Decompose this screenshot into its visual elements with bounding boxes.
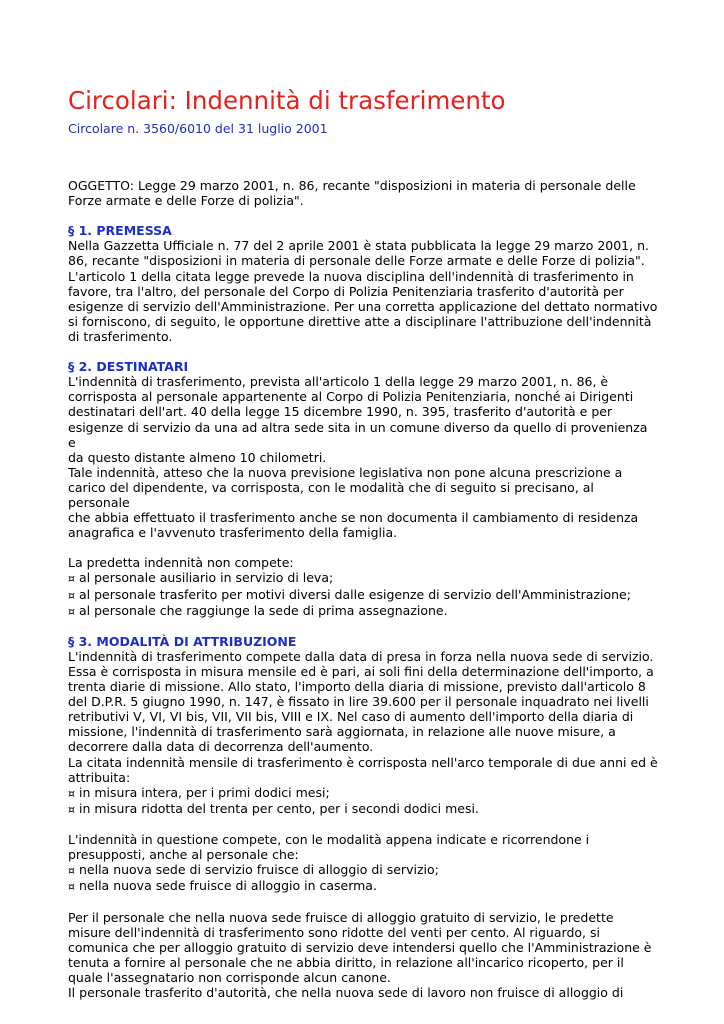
- bullet-icon: ¤: [68, 588, 75, 602]
- bullet-icon: ¤: [68, 572, 75, 586]
- text-line: Forze armate e delle Forze di polizia".: [68, 193, 304, 209]
- page-title: Circolari: Indennità di trasferimento: [68, 86, 506, 115]
- text-line: esigenze di servizio dell'Amministrazione. Per una corretta applicazione del dettato normativo: [68, 298, 658, 314]
- bullet-icon: ¤: [68, 802, 75, 816]
- text-line: Tale indennità, atteso che la nuova previsione legislativa non pone alcuna prescrizione a: [68, 464, 623, 480]
- oggetto-paragraph: [68, 178, 658, 208]
- text-line: trenta diarie di missione. Allo stato, l'importo della diaria di missione, previsto dall'articolo 8: [68, 679, 646, 695]
- text-line: Il personale trasferito d'autorità, che nella nuova sede di lavoro non fruisce di alloggio di: [68, 984, 624, 1000]
- section-heading-premessa: § 1. PREMESSA: [68, 223, 172, 239]
- text-line: quale l'assegnatario non corrisponde alcun canone.: [68, 969, 391, 985]
- text-line: da questo distante almeno 10 chilometri.: [68, 449, 327, 465]
- list-item: ¤ al personale trasferito per motivi diversi dalle esigenze di servizio dell'Amministrazione;: [68, 586, 631, 602]
- text-line: corrisposta al personale appartenente al Corpo di Polizia Penitenziaria, nonché ai Dirigenti: [68, 389, 634, 405]
- text-line: anagrafica e l'avvenuto trasferimento della famiglia.: [68, 525, 398, 541]
- section-heading-modalita: § 3. MODALITÀ DI ATTRIBUZIONE: [68, 633, 297, 649]
- text-line: decorrere dalla data di decorrenza dell'aumento.: [68, 739, 374, 755]
- text-line: del D.P.R. 5 giugno 1990, n. 147, è fissato in lire 39.600 per il personale inquadrato nei livelli: [68, 694, 649, 710]
- text-line: L'articolo 1 della citata legge prevede la nuova disciplina dell'indennità di trasferimento in: [68, 268, 634, 284]
- text-line: Essa è corrisposta in misura mensile ed è pari, ai soli fini della determinazione dell'importo, a: [68, 664, 654, 679]
- text-line: comunica che per alloggio gratuito di servizio deve intendersi quello che l'Amministrazione è: [68, 939, 652, 955]
- list-item: ¤ nella nuova sede di servizio fruisce di alloggio di servizio;: [68, 862, 439, 878]
- text-line: L'indennità in questione compete, con le modalità appena indicate e ricorrendone i: [68, 832, 590, 848]
- text-line: di trasferimento.: [68, 328, 173, 344]
- text-line: che abbia effettuato il trasferimento anche se non documenta il cambiamento di residenza: [68, 510, 639, 526]
- text-line: missione, l'indennità di trasferimento sarà aggiornata, in relazione alle nuove misure, a: [68, 724, 616, 740]
- text-line: misure dell'indennità di trasferimento sono ridotte del venti per cento. Al riguardo, si: [68, 924, 600, 940]
- text-line: Nella Gazzetta Ufficiale n. 77 del 2 aprile 2001 è stata pubblicata la legge 29 marzo 2001, n.: [68, 238, 649, 254]
- text-line: 86, recante "disposizioni in materia di personale delle Forze armate e delle Forze di polizia".: [68, 253, 645, 269]
- list-item: ¤ in misura intera, per i primi dodici mesi;: [68, 784, 330, 800]
- text-line: La citata indennità mensile di trasferimento è corrisposta nell'arco temporale di due anni ed è: [68, 754, 658, 770]
- bullet-icon: ¤: [68, 864, 75, 878]
- text-line: L'indennità di trasferimento compete dalla data di presa in forza nella nuova sede di servizio.: [68, 648, 654, 664]
- text-line: esigenze di servizio da una ad altra sede sita in un comune diverso da quello di provenienza e: [68, 419, 648, 450]
- list-item: ¤ nella nuova sede fruisce di alloggio in caserma.: [68, 878, 377, 894]
- list-item: ¤ al personale ausiliario in servizio di leva;: [68, 570, 334, 586]
- section-2: [68, 359, 658, 540]
- list-item: ¤ al personale che raggiunge la sede di prima assegnazione.: [68, 602, 448, 618]
- riduzione-paragraph: [68, 910, 658, 1001]
- text-line: tenuta a fornire al personale che ne abbia diritto, in relazione all'incarico ricoperto, per il: [68, 954, 624, 970]
- text-line: retributivi V, VI, VI bis, VII, VII bis, VIII e IX. Nel caso di aumento dell'importo della diaria di: [68, 709, 634, 725]
- section-3: [68, 634, 658, 817]
- non-compete-list: [68, 555, 658, 618]
- list-item: ¤ in misura ridotta del trenta per cento, per i secondi dodici mesi.: [68, 800, 479, 816]
- bullet-icon: ¤: [68, 604, 75, 618]
- text-line: attribuita:: [68, 769, 131, 785]
- text-line: presupposti, anche al personale che:: [68, 847, 299, 863]
- circolare-reference: Circolare n. 3560/6010 del 31 luglio 2001: [68, 121, 328, 136]
- text-line: Per il personale che nella nuova sede fruisce di alloggio gratuito di servizio, le predette: [68, 909, 614, 925]
- section-heading-destinatari: § 2. DESTINATARI: [68, 359, 189, 375]
- text-line: OGGETTO: Legge 29 marzo 2001, n. 86, recante "disposizioni in materia di personale delle: [68, 178, 636, 193]
- bullet-icon: ¤: [68, 880, 75, 894]
- text-line: si forniscono, di seguito, le opportune direttive atte a disciplinare l'attribuzione dell'indennità: [68, 313, 652, 329]
- text-line: destinatari dell'art. 40 della legge 15 dicembre 1990, n. 395, trasferito d'autorità e per: [68, 404, 613, 420]
- text-line: favore, tra l'altro, del personale del Corpo di Polizia Penitenziaria trasferito d'autorità per: [68, 283, 624, 299]
- section-1: [68, 223, 658, 344]
- alloggio-list: [68, 832, 658, 894]
- list-intro: La predetta indennità non compete:: [68, 555, 294, 571]
- document-body: [68, 178, 658, 1000]
- text-line: L'indennità di trasferimento, prevista all'articolo 1 della legge 29 marzo 2001, n. 86, è: [68, 374, 609, 390]
- text-line: carico del dipendente, va corrisposta, con le modalità che di seguito si precisano, al personale: [68, 479, 594, 510]
- bullet-icon: ¤: [68, 786, 75, 800]
